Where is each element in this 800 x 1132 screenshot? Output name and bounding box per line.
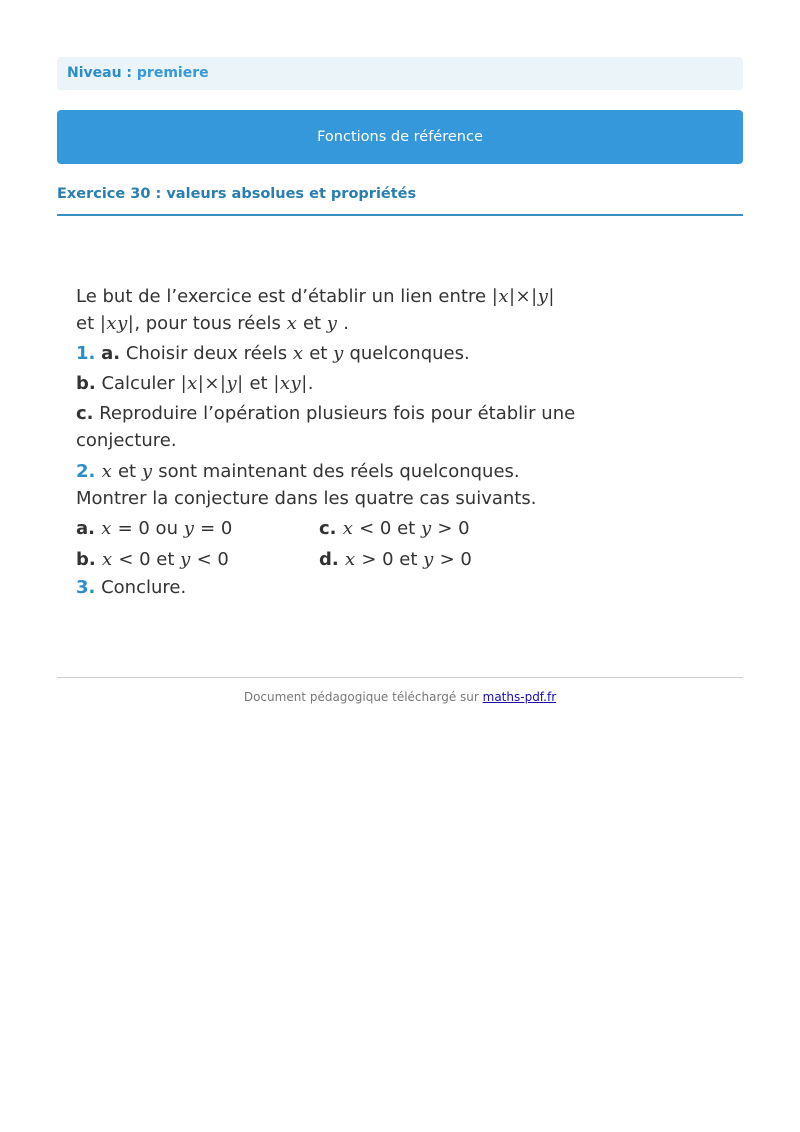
question-text: Calculer	[95, 373, 181, 394]
question-number: 3.	[76, 577, 96, 598]
math-variable: x	[286, 313, 298, 334]
case-condition: > 0	[431, 518, 470, 539]
question-number: 1.	[76, 343, 96, 364]
math-variable: y	[420, 518, 432, 539]
question-text: et	[112, 461, 142, 482]
chapter-banner	[57, 110, 743, 164]
footer-text: Document pédagogique téléchargé sur	[243, 690, 483, 704]
level-bar	[57, 57, 743, 90]
case-label: c.	[319, 518, 337, 539]
math-variable: y	[423, 549, 434, 570]
case-condition: > 0	[433, 549, 472, 570]
intro-text: .	[337, 313, 349, 334]
case-label: d.	[319, 549, 339, 570]
question-1c	[76, 403, 575, 424]
math-variable: x	[94, 518, 112, 539]
footer-divider	[57, 677, 743, 678]
math-variable: y	[180, 549, 191, 570]
math-variable: y	[141, 461, 153, 482]
math-variable: y	[333, 343, 344, 364]
question-text: .	[307, 373, 314, 394]
question-1a	[76, 343, 470, 364]
case-a	[76, 518, 232, 539]
question-1c-continued	[76, 430, 177, 451]
footer	[57, 690, 743, 704]
math-variable: y	[326, 313, 338, 334]
question-3	[76, 577, 186, 598]
chapter-title: Fonctions de référence	[317, 129, 483, 145]
math-variable: x	[336, 518, 354, 539]
math-variable: y	[183, 518, 195, 539]
question-1b	[76, 373, 314, 394]
question-2	[76, 461, 520, 482]
case-condition: > 0 et	[355, 549, 424, 570]
case-label: b.	[76, 549, 96, 570]
subquestion-label: c.	[76, 403, 94, 424]
question-text: Conclure.	[95, 577, 187, 598]
level-value: premiere	[136, 65, 209, 81]
case-b	[76, 549, 229, 570]
case-c	[319, 518, 470, 539]
cases-row-1	[76, 518, 596, 539]
math-expression: |xy|	[99, 313, 135, 334]
intro-line-2	[76, 313, 349, 334]
question-text: et	[303, 343, 334, 364]
case-condition: = 0	[194, 518, 233, 539]
case-d	[319, 549, 472, 570]
question-text: conjecture.	[76, 430, 177, 451]
level-label: Niveau :	[67, 65, 137, 81]
question-text: sont maintenant des réels quelconques.	[152, 461, 520, 482]
math-expression: |x|×|y|	[491, 286, 555, 307]
math-variable: x	[95, 461, 113, 482]
subquestion-label: a.	[101, 343, 121, 364]
math-variable: x	[338, 549, 356, 570]
exercise-title: Exercice 30 : valeurs absolues et propriétés	[57, 186, 743, 216]
case-condition: = 0 ou	[111, 518, 184, 539]
intro-line-1	[76, 286, 555, 307]
intro-text: et	[76, 313, 100, 334]
intro-text: et	[297, 313, 327, 334]
question-text: Choisir deux réels	[120, 343, 293, 364]
question-text: Montrer la conjecture dans les quatre cas suivants.	[76, 488, 537, 509]
case-condition: < 0 et	[353, 518, 421, 539]
question-text: quelconques.	[343, 343, 470, 364]
footer-link[interactable]: maths-pdf.fr	[482, 690, 557, 704]
subquestion-label: b.	[76, 373, 96, 394]
case-condition: < 0	[190, 549, 229, 570]
question-text: et	[243, 373, 274, 394]
intro-text: Le but de l’exercice est d’établir un lien entre	[76, 286, 492, 307]
intro-text: , pour tous réels	[134, 313, 287, 334]
cases-row-2	[76, 549, 596, 570]
math-variable: x	[292, 343, 304, 364]
case-condition: < 0 et	[112, 549, 181, 570]
math-variable: x	[95, 549, 113, 570]
math-expression: |xy|	[273, 373, 308, 394]
math-expression: |x|×|y|	[180, 373, 244, 394]
question-2-continued	[76, 488, 536, 509]
question-number: 2.	[76, 461, 96, 482]
question-text: Reproduire l’opération plusieurs fois pour établir une	[93, 403, 576, 424]
case-label: a.	[76, 518, 95, 539]
